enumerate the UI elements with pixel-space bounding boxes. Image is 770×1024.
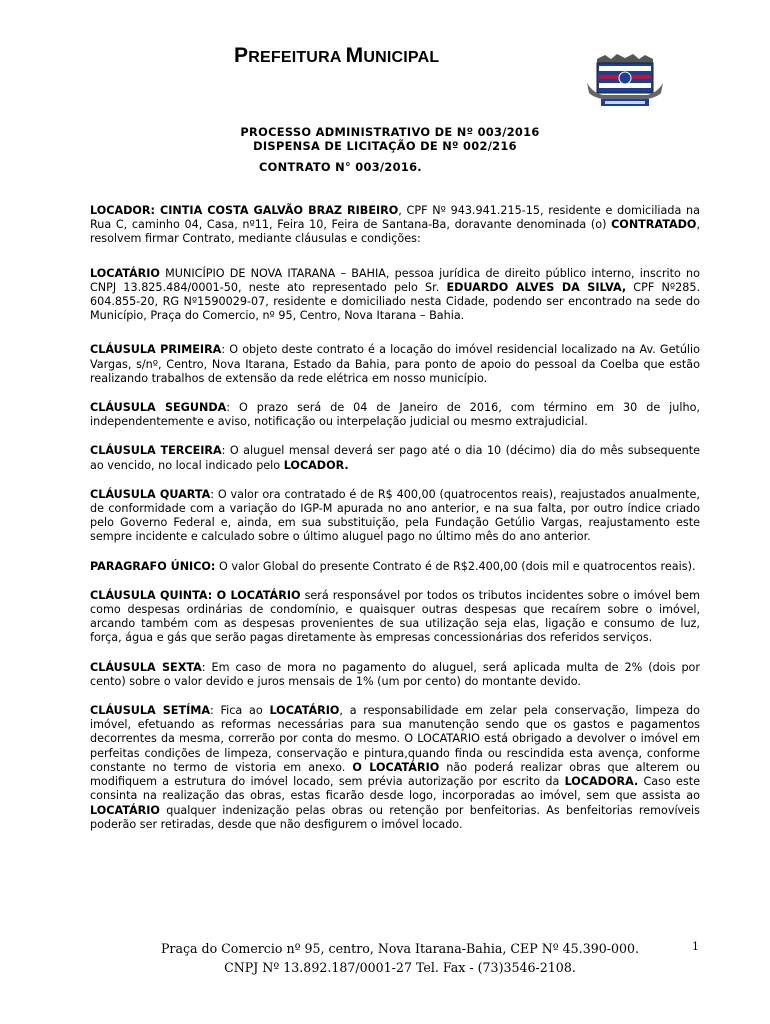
footer-address: Praça do Comercio nº 95, centro, Nova Itarana-Bahia, CEP Nº 45.390-000. xyxy=(160,941,640,956)
municipal-crest-icon xyxy=(583,53,667,109)
letterhead-title xyxy=(234,44,439,68)
clause-first: CLÁUSULA PRIMEIRA: O objeto deste contrato é a locação do imóvel residencial localizado na Av. Getúlio Vargas, s/nº, Centro, Nova Itarana, Estado da Bahia, para ponto de apoio do pessoal da Coelba que estão realizando trabalhos de extensão da rede elétrica em nosso município. xyxy=(90,343,700,385)
title-initial-m: M xyxy=(345,44,364,67)
tenant-paragraph: LOCATÁRIO MUNICÍPIO DE NOVA ITARANA – BAHIA, pessoa jurídica de direito público interno, inscrito no CNPJ 13.825.484/0001-50, neste ato representado pelo Sr. EDUARDO ALVES DA SILVA, CPF Nº285. 604.855-20, RG Nº1590029-07, residente e domiciliado nesta Cidade, podendo ser encontrado na sede do Município, Praça do Comercio, nº 95, Centro, Nova Itarana – Bahia. xyxy=(90,266,701,323)
page-number: 1 xyxy=(692,940,699,953)
landlord-paragraph: LOCADOR: CINTIA COSTA GALVÃO BRAZ RIBEIRO, CPF Nº 943.941.215-15, residente e domiciliada na Rua C, caminho 04, Casa, nº11, Feira 10, Feira de Santana-Ba, doravante denominada (o) CONTRATADO, resolvem firmar Contrato, mediante cláusulas e condições: xyxy=(90,204,701,246)
clause-seventh: CLÁUSULA SETÍMA: Fica ao LOCATÁRIO, a responsabilidade em zelar pela conservação, limpeza do imóvel, efetuando as reformas necessárias para sua manutenção sendo que os gastos e pagamentos decorrentes da mesma, correrão por conta do mesmo. O LOCATARIO está obrigado a devolver o imóvel em perfeitas condições de limpeza, conservação e pintura,quando finda ou rescindida esta avença, conforme constante no termo de vistoria em anexo. O LOCATÁRIO não poderá realizar obras que alterem ou modifiquem a estrutura do imóvel locado, sem prévia autorização por escrito da LOCADORA. Caso este consinta na realização das obras, estas ficarão desde logo, incorporadas ao imóvel, sem que assista ao LOCATÁRIO qualquer indenização pelas obras ou retenção por benfeitorias. As benfeitorias removíveis poderão ser retiradas, desde que não desfigurem o imóvel locado. xyxy=(90,704,700,831)
contract-body xyxy=(90,204,700,847)
sole-paragraph: PARAGRAFO ÚNICO: O valor Global do presente Contrato é de R$2.400,00 (dois mil e quatrocentos reais). xyxy=(90,559,696,573)
clause-sixth: CLÁUSULA SEXTA: Em caso de mora no pagamento do aluguel, será aplicada multa de 2% (dois por cento) sobre o valor devido e juros mensais de 1% (um por cento) do montante devido. xyxy=(90,660,700,688)
title-initial-p: P xyxy=(234,44,249,67)
process-number-heading: PROCESSO ADMINISTRATIVO DE Nº 003/2016 xyxy=(240,125,540,139)
clause-fourth: CLÁUSULA QUARTA: O valor ora contratado é de R$ 400,00 (quatrocentos reais), reajustados anualmente, de conformidade com a variação do IGP-M apurada no ano anterior, e na sua falta, por outro índice criado pelo Governo Federal e, ainda, em sua substituição, pela Fundação Getúlio Vargas, reajustamento este sempre incidente e calculado sobre o último aluguel pago no último mês do ano anterior. xyxy=(90,487,700,544)
clause-second: CLÁUSULA SEGUNDA: O prazo será de 04 de Janeiro de 2016, com término em 30 de julho, independentemente e aviso, notificação ou interpelação judicial ou mesmo extrajudicial. xyxy=(90,401,700,429)
bid-waiver-heading: DISPENSA DE LICITAÇÃO DE Nº 002/216 xyxy=(253,139,517,153)
clause-fifth: CLÁUSULA QUINTA: O LOCATÁRIO será responsável por todos os tributos incidentes sobre o imóvel bem como despesas ordinárias de condomínio, e quaisquer outras despesas que recaírem sobre o imóvel, arcando também com as despesas provenientes de sua utilização seja elas, ligação e consumo de luz, força, água e gás que serão pagas diretamente às empresas concessionárias dos referidos serviços. xyxy=(90,588,701,645)
contract-number-heading: CONTRATO N° 003/2016. xyxy=(259,160,422,174)
footer-cnpj-phone: CNPJ Nº 13.892.187/0001-27 Tel. Fax - (73)3546-2108. xyxy=(224,960,576,975)
clause-third: CLÁUSULA TERCEIRA: O aluguel mensal deverá ser pago até o dia 10 (décimo) dia do mês subsequente ao vencido, no local indicado pelo LOCADOR. xyxy=(90,444,700,472)
title-part-unicipal: UNICIPAL xyxy=(363,49,440,66)
title-part-refeitura: REFEITURA xyxy=(248,49,346,66)
